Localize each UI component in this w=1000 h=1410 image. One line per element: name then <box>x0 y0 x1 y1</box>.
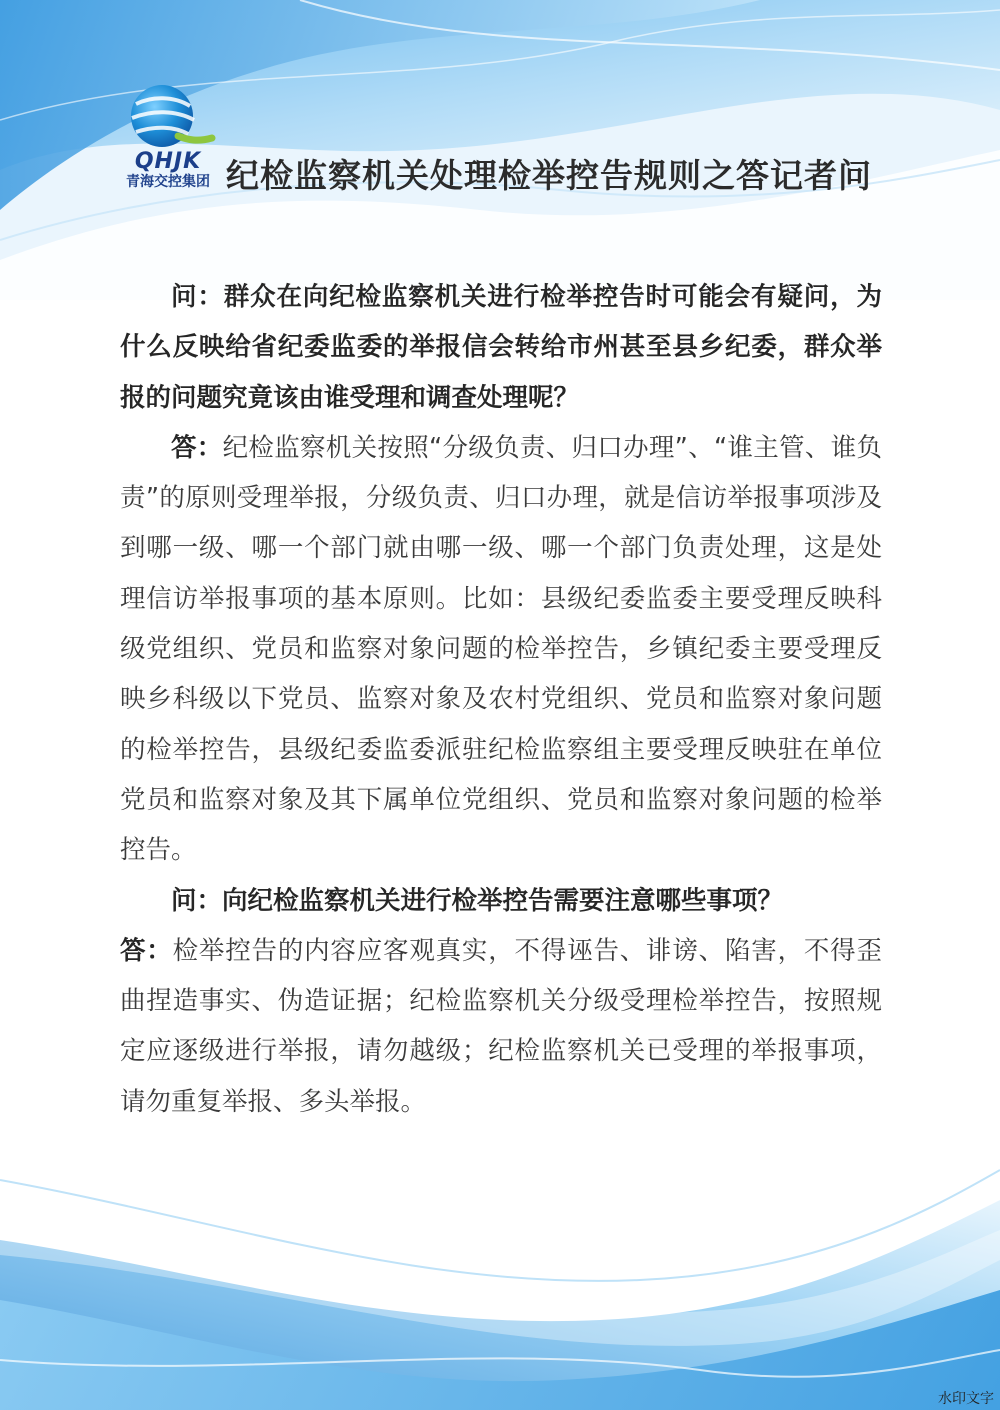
logo-abbreviation: QHJK <box>134 149 202 174</box>
answer-2 <box>120 926 882 1127</box>
answer-lead: 答： <box>171 432 223 463</box>
answer-lead: 答： <box>120 935 173 966</box>
question-2 <box>120 876 882 926</box>
watermark-text: 水印文字 <box>938 1391 994 1407</box>
page-title: 纪检监察机关处理检举控告规则之答记者问 <box>226 156 872 195</box>
answer-text: 检举控告的内容应客观真实，不得诬告、诽谤、陷害，不得歪曲捏造事实、伪造证据；纪检监察机关分级受理检举控告，按照规定应逐级进行举报，请勿越级；纪检监察机关已受理的举报事项，请勿重复举报、多头举报。 <box>120 935 882 1117</box>
globe-logo-icon <box>118 82 218 152</box>
answer-text: 纪检监察机关按照“分级负责、归口办理”、“谁主管、谁负责”的原则受理举报，分级负责、归口办理，就是信访举报事项涉及到哪一级、哪一个部门就由哪一级、哪一个部门负责处理，这是处理信访举报事项的基本原则。比如：县级纪委监委主要受理反映科级党组织、党员和监察对象问题的检举控告，乡镇纪委主要受理反映乡科级以下党员、监察对象及农村党组织、党员和监察对象问题的检举控告，县级纪委监委派驻纪检监察组主要受理反映驻在单位党员和监察对象及其下属单位党组织、党员和监察对象问题的检举控告。 <box>120 432 882 866</box>
question-text: 群众在向纪检监察机关进行检举控告时可能会有疑问，为什么反映给省纪委监委的举报信会转给市州甚至县乡纪委，群众举报的问题究竟该由谁受理和调查处理呢？ <box>120 282 882 413</box>
company-logo <box>118 82 218 194</box>
logo-company-name: 青海交控集团 <box>126 174 210 190</box>
question-1 <box>120 272 882 423</box>
question-lead: 问： <box>171 885 223 916</box>
document-body <box>120 272 882 1127</box>
answer-1 <box>120 423 882 876</box>
question-lead: 问： <box>171 282 224 312</box>
question-text: 向纪检监察机关进行检举控告需要注意哪些事项？ <box>222 885 784 916</box>
